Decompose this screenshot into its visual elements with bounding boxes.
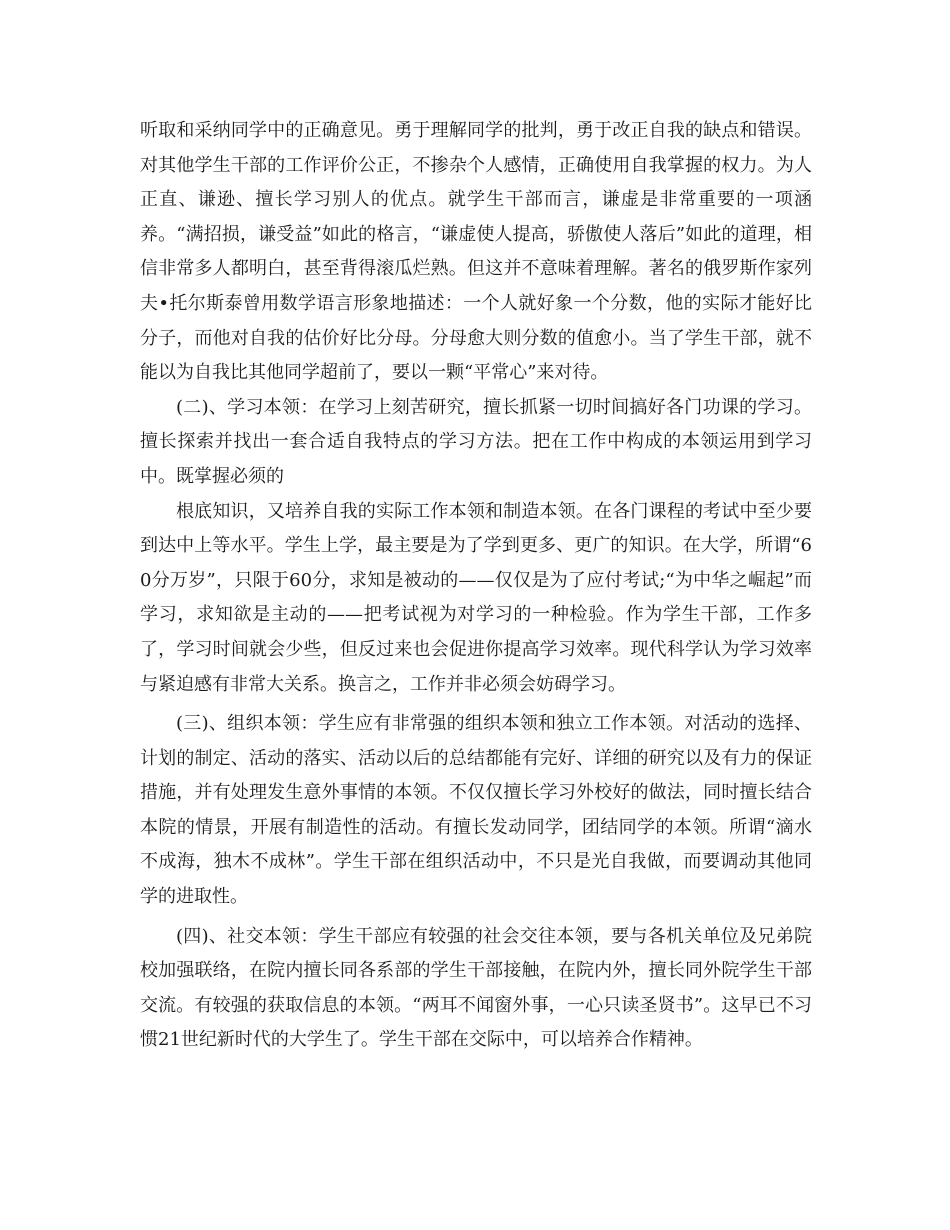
paragraph-1: 听取和采纳同学中的正确意见。勇于理解同学的批判，勇于改正自我的缺点和错误。对其他学生干部的工作评价公正，不掺杂个人感情，正确使用自我掌握的权力。为人正直、谦逊、擅长学习别人的优点。就学生干部而言，谦虚是非常重要的一项涵养。“满招损，谦受益”如此的格言，“谦虚使人提高，骄傲使人落后”如此的道理，相信非常多人都明白，甚至背得滚瓜烂熟。但这并不意味着理解。著名的俄罗斯作家列夫•托尔斯泰曾用数学语言形象地描述：一个人就好象一个分数，他的实际才能好比分子，而他对自我的估价好比分母。分母愈大则分数的值愈小。当了学生干部，就不能以为自我比其他同学超前了，要以一颗“平常心”来对待。 xyxy=(140,120,812,384)
paragraph-2: (二)、学习本领：在学习上刻苦研究，擅长抓紧一切时间搞好各门功课的学习。擅长探索并找出一套合适自我特点的学习方法。把在工作中构成的本领运用到学习中。既掌握必须的 xyxy=(140,396,812,487)
paragraph-5: (四)、社交本领：学生干部应有较强的社会交往本领，要与各机关单位及兄弟院校加强联络，在院内擅长同各系部的学生干部接触，在院内外，擅长同外院学生干部交流。有较强的获取信息的本领。“两耳不闻窗外事，一心只读圣贤书”。这早已不习惯21世纪新时代的大学生了。学生干部在交际中，可以培养合作精神。 xyxy=(140,925,812,1051)
paragraph-3: 根底知识，又培养自我的实际工作本领和制造本领。在各门课程的考试中至少要到达中上等水平。学生上学，最主要是为了学到更多、更广的知识。在大学，所谓“60分万岁”，只限于60分，求知是被动的——仅仅是为了应付考试;“为中华之崛起”而学习，求知欲是主动的——把考试视为对学习的一种检验。作为学生干部，工作多了，学习时间就会少些，但反过来也会促进你提高学习效率。现代科学认为学习效率与紧迫感有非常大关系。换言之，工作并非必须会妨碍学习。 xyxy=(140,500,812,695)
paragraph-4: (三)、组织本领：学生应有非常强的组织本领和独立工作本领。对活动的选择、计划的制定、活动的落实、活动以后的总结都能有完好、详细的研究以及有力的保证措施，并有处理发生意外事情的本领。不仅仅擅长学习外校好的做法，同时擅长结合本院的情景，开展有制造性的活动。有擅长发动同学，团结同学的本领。所谓“滴水不成海，独木不成林”。学生干部在组织活动中，不只是光自我做，而要调动其他同学的进取性。 xyxy=(140,713,812,908)
document-body xyxy=(140,114,812,1058)
